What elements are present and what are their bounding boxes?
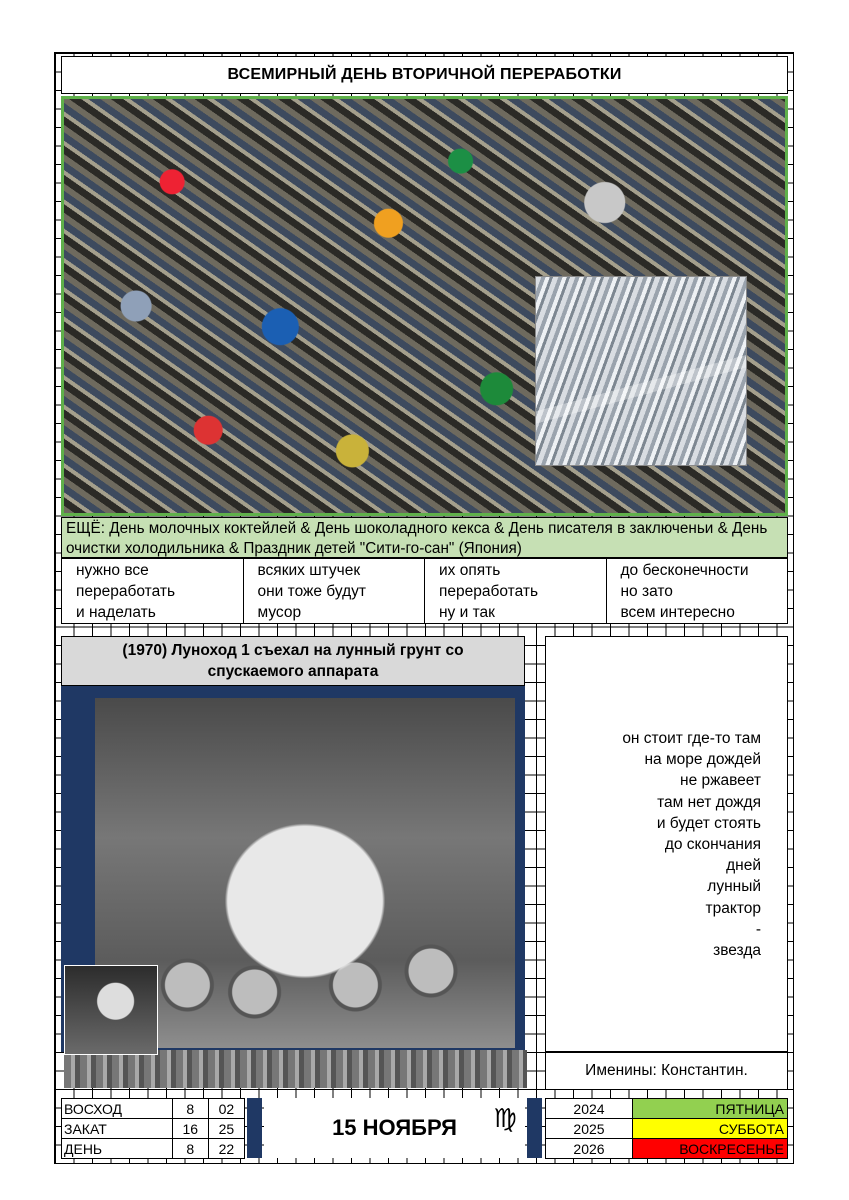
verse-row (61, 558, 788, 624)
sun-label: ВОСХОД (62, 1099, 173, 1119)
verse-line: они тоже будут (257, 583, 366, 600)
sun-label: ЗАКАТ (62, 1119, 173, 1139)
weekday: ВОСКРЕСЕНЬЕ (633, 1139, 788, 1159)
lunar-surface-photo (64, 1050, 527, 1088)
verse-line: и наделать (76, 604, 156, 621)
poem-line: он стоит где-то там (622, 730, 761, 747)
poem-line: не ржавеет (680, 772, 761, 790)
also-holidays: ЕЩЁ: День молочных коктейлей & День шоколадного кекса & День писателя в заключеньи & День очистки холодильника & Праздник детей "Сити-го-сан" (Япония) (61, 517, 788, 558)
virgo-icon: ♍ (493, 1104, 517, 1134)
poem (545, 636, 788, 1052)
verse-line: нужно все (76, 562, 149, 579)
verse-column-1 (62, 559, 244, 623)
sun-row-sunset (62, 1119, 245, 1139)
verse-column-3 (425, 559, 607, 623)
year-row (546, 1139, 788, 1159)
verse-line: всем интересно (620, 604, 735, 621)
weekday: СУББОТА (633, 1119, 788, 1139)
page-title: ВСЕМИРНЫЙ ДЕНЬ ВТОРИЧНОЙ ПЕРЕРАБОТКИ (61, 56, 788, 94)
verse-line: переработать (439, 583, 539, 600)
verse-column-2 (244, 559, 426, 623)
poem-line: и будет стоять (656, 814, 761, 832)
sun-hours: 8 (172, 1139, 208, 1159)
poem-line: там нет дождя (657, 793, 761, 811)
date-divider-right (527, 1098, 542, 1158)
sun-hours: 16 (172, 1119, 208, 1139)
nameday: Именины: Константин. (545, 1052, 788, 1090)
year: 2025 (546, 1119, 633, 1139)
poem-line: дней (726, 857, 761, 875)
verse-line: всяких штучек (257, 562, 361, 579)
sun-table (61, 1098, 245, 1159)
lunokhod-small-photo (64, 965, 158, 1055)
event-title: (1970) Луноход 1 съехал на лунный грунт со спускаемого аппарата (61, 636, 525, 686)
year-row (546, 1119, 788, 1139)
poem-line: на море дождей (644, 751, 761, 769)
year: 2026 (546, 1139, 633, 1159)
sun-minutes: 25 (208, 1119, 244, 1139)
verse-line: переработать (76, 583, 176, 600)
poem-line: до скончания (664, 836, 761, 854)
sun-minutes: 02 (208, 1099, 244, 1119)
sun-row-sunrise (62, 1099, 245, 1119)
year-row (546, 1099, 788, 1119)
poem-line: - (755, 920, 761, 938)
poem-line: звезда (713, 942, 761, 960)
verse-line: их опять (439, 562, 501, 579)
verse-column-4 (607, 559, 788, 623)
weekday: ПЯТНИЦА (633, 1099, 788, 1119)
sun-minutes: 22 (208, 1139, 244, 1159)
poem-line: трактор (705, 899, 761, 917)
sun-row-daylength (62, 1139, 245, 1159)
verse-line: ну и так (439, 604, 495, 621)
date: 15 НОЯБРЯ (264, 1098, 525, 1158)
year: 2024 (546, 1099, 633, 1119)
sun-label: ДЕНЬ (62, 1139, 173, 1159)
verse-line: до бесконечности (620, 562, 749, 579)
date-divider-left (247, 1098, 262, 1158)
verse-line: но зато (620, 583, 673, 600)
poem-line: лунный (707, 878, 761, 896)
recycling-plant-photo (535, 276, 747, 466)
weekday-table (545, 1098, 788, 1159)
sun-hours: 8 (172, 1099, 208, 1119)
verse-line: мусор (257, 604, 302, 621)
lunokhod-photo (95, 698, 515, 1048)
